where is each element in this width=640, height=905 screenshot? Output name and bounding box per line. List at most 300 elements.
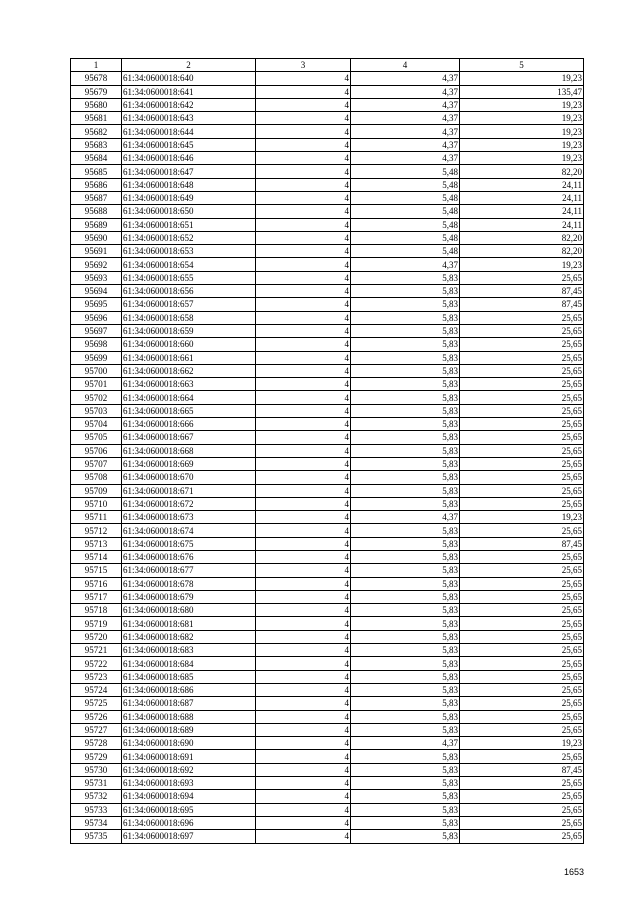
col5-cell: 25,65 xyxy=(460,777,584,790)
cadastral-number-cell: 61:34:0600018:696 xyxy=(122,816,256,829)
col3-cell: 4 xyxy=(256,85,351,98)
cadastral-number-cell: 61:34:0600018:685 xyxy=(122,670,256,683)
col4-cell: 4,37 xyxy=(351,125,460,138)
col3-cell: 4 xyxy=(256,537,351,550)
row-number-cell: 95710 xyxy=(71,497,122,510)
col3-cell: 4 xyxy=(256,418,351,431)
column-header-4: 4 xyxy=(351,59,460,72)
cadastral-number-cell: 61:34:0600018:640 xyxy=(122,72,256,85)
cadastral-number-cell: 61:34:0600018:681 xyxy=(122,617,256,630)
col5-cell: 25,65 xyxy=(460,697,584,710)
table-row xyxy=(71,285,584,298)
table-row xyxy=(71,391,584,404)
col5-cell: 25,65 xyxy=(460,657,584,670)
col5-cell: 87,45 xyxy=(460,537,584,550)
col3-cell: 4 xyxy=(256,378,351,391)
row-number-cell: 95694 xyxy=(71,285,122,298)
col3-cell: 4 xyxy=(256,112,351,125)
cadastral-number-cell: 61:34:0600018:665 xyxy=(122,404,256,417)
table-row xyxy=(71,697,584,710)
col5-cell: 25,65 xyxy=(460,364,584,377)
table-row xyxy=(71,218,584,231)
col4-cell: 5,48 xyxy=(351,245,460,258)
col5-cell: 25,65 xyxy=(460,630,584,643)
col4-cell: 5,83 xyxy=(351,271,460,284)
col3-cell: 4 xyxy=(256,524,351,537)
col3-cell: 4 xyxy=(256,431,351,444)
col5-cell: 25,65 xyxy=(460,378,584,391)
cadastral-number-cell: 61:34:0600018:656 xyxy=(122,285,256,298)
cadastral-number-cell: 61:34:0600018:643 xyxy=(122,112,256,125)
table-row xyxy=(71,511,584,524)
col4-cell: 5,83 xyxy=(351,697,460,710)
row-number-cell: 95732 xyxy=(71,790,122,803)
col4-cell: 4,37 xyxy=(351,138,460,151)
col4-cell: 5,83 xyxy=(351,790,460,803)
col4-cell: 5,83 xyxy=(351,418,460,431)
row-number-cell: 95702 xyxy=(71,391,122,404)
col4-cell: 5,83 xyxy=(351,484,460,497)
cadastral-number-cell: 61:34:0600018:683 xyxy=(122,644,256,657)
col5-cell: 24,11 xyxy=(460,205,584,218)
row-number-cell: 95716 xyxy=(71,577,122,590)
col3-cell: 4 xyxy=(256,98,351,111)
row-number-cell: 95728 xyxy=(71,737,122,750)
col4-cell: 5,83 xyxy=(351,537,460,550)
col3-cell: 4 xyxy=(256,604,351,617)
col4-cell: 5,83 xyxy=(351,644,460,657)
row-number-cell: 95695 xyxy=(71,298,122,311)
col4-cell: 5,83 xyxy=(351,524,460,537)
row-number-cell: 95683 xyxy=(71,138,122,151)
table-row xyxy=(71,790,584,803)
cadastral-number-cell: 61:34:0600018:675 xyxy=(122,537,256,550)
col5-cell: 25,65 xyxy=(460,590,584,603)
col4-cell: 4,37 xyxy=(351,112,460,125)
table-row xyxy=(71,364,584,377)
cadastral-number-cell: 61:34:0600018:671 xyxy=(122,484,256,497)
cadastral-number-cell: 61:34:0600018:670 xyxy=(122,471,256,484)
row-number-cell: 95703 xyxy=(71,404,122,417)
col5-cell: 82,20 xyxy=(460,231,584,244)
cadastral-number-cell: 61:34:0600018:646 xyxy=(122,152,256,165)
col3-cell: 4 xyxy=(256,444,351,457)
col4-cell: 5,83 xyxy=(351,670,460,683)
cadastral-number-cell: 61:34:0600018:695 xyxy=(122,803,256,816)
col5-cell: 19,23 xyxy=(460,152,584,165)
col5-cell: 82,20 xyxy=(460,245,584,258)
cadastral-number-cell: 61:34:0600018:650 xyxy=(122,205,256,218)
row-number-cell: 95720 xyxy=(71,630,122,643)
cadastral-number-cell: 61:34:0600018:682 xyxy=(122,630,256,643)
table-row xyxy=(71,550,584,563)
column-header-1: 1 xyxy=(71,59,122,72)
row-number-cell: 95722 xyxy=(71,657,122,670)
col5-cell: 25,65 xyxy=(460,550,584,563)
table-row xyxy=(71,537,584,550)
col5-cell: 25,65 xyxy=(460,577,584,590)
cadastral-number-cell: 61:34:0600018:658 xyxy=(122,311,256,324)
col3-cell: 4 xyxy=(256,298,351,311)
table-row xyxy=(71,683,584,696)
col5-cell: 25,65 xyxy=(460,604,584,617)
cadastral-number-cell: 61:34:0600018:663 xyxy=(122,378,256,391)
col5-cell: 25,65 xyxy=(460,644,584,657)
col3-cell: 4 xyxy=(256,657,351,670)
table-row xyxy=(71,311,584,324)
row-number-cell: 95697 xyxy=(71,324,122,337)
table-row xyxy=(71,763,584,776)
col4-cell: 5,48 xyxy=(351,178,460,191)
col3-cell: 4 xyxy=(256,471,351,484)
table-row xyxy=(71,444,584,457)
table-row xyxy=(71,816,584,829)
cadastral-number-cell: 61:34:0600018:669 xyxy=(122,457,256,470)
col5-cell: 25,65 xyxy=(460,418,584,431)
table-row xyxy=(71,231,584,244)
col4-cell: 4,37 xyxy=(351,72,460,85)
col5-cell: 25,65 xyxy=(460,457,584,470)
col5-cell: 25,65 xyxy=(460,271,584,284)
col3-cell: 4 xyxy=(256,777,351,790)
row-number-cell: 95688 xyxy=(71,205,122,218)
col3-cell: 4 xyxy=(256,564,351,577)
col4-cell: 5,83 xyxy=(351,550,460,563)
cadastral-number-cell: 61:34:0600018:672 xyxy=(122,497,256,510)
row-number-cell: 95680 xyxy=(71,98,122,111)
col5-cell: 87,45 xyxy=(460,285,584,298)
table-row xyxy=(71,258,584,271)
row-number-cell: 95714 xyxy=(71,550,122,563)
cadastral-number-cell: 61:34:0600018:647 xyxy=(122,165,256,178)
row-number-cell: 95681 xyxy=(71,112,122,125)
row-number-cell: 95712 xyxy=(71,524,122,537)
cadastral-number-cell: 61:34:0600018:659 xyxy=(122,324,256,337)
row-number-cell: 95717 xyxy=(71,590,122,603)
table-row xyxy=(71,524,584,537)
col4-cell: 5,48 xyxy=(351,231,460,244)
row-number-cell: 95708 xyxy=(71,471,122,484)
row-number-cell: 95704 xyxy=(71,418,122,431)
col3-cell: 4 xyxy=(256,324,351,337)
col5-cell: 19,23 xyxy=(460,72,584,85)
col3-cell: 4 xyxy=(256,258,351,271)
table-row xyxy=(71,85,584,98)
row-number-cell: 95707 xyxy=(71,457,122,470)
col4-cell: 4,37 xyxy=(351,85,460,98)
table-row xyxy=(71,138,584,151)
col4-cell: 5,83 xyxy=(351,311,460,324)
col3-cell: 4 xyxy=(256,338,351,351)
col4-cell: 5,83 xyxy=(351,457,460,470)
table-row xyxy=(71,657,584,670)
table-row xyxy=(71,205,584,218)
col5-cell: 25,65 xyxy=(460,524,584,537)
row-number-cell: 95721 xyxy=(71,644,122,657)
col5-cell: 25,65 xyxy=(460,750,584,763)
table-row xyxy=(71,191,584,204)
col5-cell: 25,65 xyxy=(460,431,584,444)
col5-cell: 25,65 xyxy=(460,444,584,457)
col5-cell: 25,65 xyxy=(460,497,584,510)
cadastral-number-cell: 61:34:0600018:689 xyxy=(122,723,256,736)
col5-cell: 25,65 xyxy=(460,790,584,803)
cadastral-number-cell: 61:34:0600018:691 xyxy=(122,750,256,763)
col3-cell: 4 xyxy=(256,683,351,696)
row-number-cell: 95678 xyxy=(71,72,122,85)
col4-cell: 5,83 xyxy=(351,298,460,311)
table-row xyxy=(71,165,584,178)
cadastral-number-cell: 61:34:0600018:687 xyxy=(122,697,256,710)
cadastral-number-cell: 61:34:0600018:679 xyxy=(122,590,256,603)
col4-cell: 5,48 xyxy=(351,218,460,231)
table-row xyxy=(71,590,584,603)
col3-cell: 4 xyxy=(256,577,351,590)
cadastral-number-cell: 61:34:0600018:677 xyxy=(122,564,256,577)
col4-cell: 5,83 xyxy=(351,630,460,643)
col3-cell: 4 xyxy=(256,457,351,470)
cadastral-number-cell: 61:34:0600018:644 xyxy=(122,125,256,138)
col3-cell: 4 xyxy=(256,191,351,204)
cadastral-number-cell: 61:34:0600018:651 xyxy=(122,218,256,231)
table-row xyxy=(71,564,584,577)
cadastral-number-cell: 61:34:0600018:667 xyxy=(122,431,256,444)
col5-cell: 25,65 xyxy=(460,723,584,736)
row-number-cell: 95679 xyxy=(71,85,122,98)
col3-cell: 4 xyxy=(256,590,351,603)
col3-cell: 4 xyxy=(256,617,351,630)
col4-cell: 5,83 xyxy=(351,803,460,816)
col4-cell: 4,37 xyxy=(351,511,460,524)
row-number-cell: 95691 xyxy=(71,245,122,258)
col3-cell: 4 xyxy=(256,644,351,657)
row-number-cell: 95715 xyxy=(71,564,122,577)
col4-cell: 5,83 xyxy=(351,590,460,603)
col4-cell: 5,83 xyxy=(351,777,460,790)
column-header-2: 2 xyxy=(122,59,256,72)
col4-cell: 5,83 xyxy=(351,750,460,763)
col4-cell: 5,83 xyxy=(351,431,460,444)
cadastral-number-cell: 61:34:0600018:666 xyxy=(122,418,256,431)
col4-cell: 5,83 xyxy=(351,617,460,630)
col4-cell: 5,83 xyxy=(351,577,460,590)
cadastral-number-cell: 61:34:0600018:690 xyxy=(122,737,256,750)
row-number-cell: 95731 xyxy=(71,777,122,790)
col3-cell: 4 xyxy=(256,723,351,736)
cadastral-number-cell: 61:34:0600018:673 xyxy=(122,511,256,524)
col5-cell: 19,23 xyxy=(460,511,584,524)
col3-cell: 4 xyxy=(256,404,351,417)
col3-cell: 4 xyxy=(256,697,351,710)
cadastral-number-cell: 61:34:0600018:652 xyxy=(122,231,256,244)
table-row xyxy=(71,710,584,723)
cadastral-number-cell: 61:34:0600018:660 xyxy=(122,338,256,351)
cadastral-number-cell: 61:34:0600018:680 xyxy=(122,604,256,617)
row-number-cell: 95693 xyxy=(71,271,122,284)
col5-cell: 25,65 xyxy=(460,830,584,843)
row-number-cell: 95686 xyxy=(71,178,122,191)
row-number-cell: 95734 xyxy=(71,816,122,829)
col5-cell: 19,23 xyxy=(460,138,584,151)
col4-cell: 5,83 xyxy=(351,444,460,457)
row-number-cell: 95724 xyxy=(71,683,122,696)
table-row xyxy=(71,298,584,311)
table-row xyxy=(71,112,584,125)
col3-cell: 4 xyxy=(256,630,351,643)
table-row xyxy=(71,670,584,683)
cadastral-number-cell: 61:34:0600018:642 xyxy=(122,98,256,111)
col5-cell: 25,65 xyxy=(460,617,584,630)
col5-cell: 19,23 xyxy=(460,98,584,111)
row-number-cell: 95685 xyxy=(71,165,122,178)
col5-cell: 25,65 xyxy=(460,564,584,577)
table-row xyxy=(71,125,584,138)
table-row xyxy=(71,577,584,590)
col4-cell: 5,83 xyxy=(351,338,460,351)
col5-cell: 25,65 xyxy=(460,471,584,484)
col3-cell: 4 xyxy=(256,138,351,151)
col3-cell: 4 xyxy=(256,790,351,803)
table-row xyxy=(71,484,584,497)
table-row xyxy=(71,271,584,284)
col3-cell: 4 xyxy=(256,391,351,404)
table-row xyxy=(71,351,584,364)
col3-cell: 4 xyxy=(256,803,351,816)
table-row xyxy=(71,418,584,431)
col4-cell: 5,83 xyxy=(351,351,460,364)
col3-cell: 4 xyxy=(256,484,351,497)
col5-cell: 24,11 xyxy=(460,191,584,204)
table-row xyxy=(71,604,584,617)
table-row xyxy=(71,830,584,843)
row-number-cell: 95696 xyxy=(71,311,122,324)
table-row xyxy=(71,803,584,816)
table-row xyxy=(71,471,584,484)
row-number-cell: 95689 xyxy=(71,218,122,231)
col4-cell: 5,83 xyxy=(351,564,460,577)
row-number-cell: 95733 xyxy=(71,803,122,816)
col5-cell: 87,45 xyxy=(460,763,584,776)
row-number-cell: 95684 xyxy=(71,152,122,165)
col5-cell: 25,65 xyxy=(460,338,584,351)
table-row xyxy=(71,737,584,750)
row-number-cell: 95687 xyxy=(71,191,122,204)
col3-cell: 4 xyxy=(256,550,351,563)
col5-cell: 82,20 xyxy=(460,165,584,178)
col4-cell: 5,83 xyxy=(351,497,460,510)
col3-cell: 4 xyxy=(256,763,351,776)
cadastral-number-cell: 61:34:0600018:664 xyxy=(122,391,256,404)
col4-cell: 5,83 xyxy=(351,723,460,736)
table-row xyxy=(71,98,584,111)
column-header-3: 3 xyxy=(256,59,351,72)
col3-cell: 4 xyxy=(256,710,351,723)
cadastral-number-cell: 61:34:0600018:655 xyxy=(122,271,256,284)
row-number-cell: 95699 xyxy=(71,351,122,364)
cadastral-number-cell: 61:34:0600018:688 xyxy=(122,710,256,723)
col4-cell: 5,83 xyxy=(351,683,460,696)
col5-cell: 25,65 xyxy=(460,803,584,816)
col4-cell: 4,37 xyxy=(351,152,460,165)
row-number-cell: 95725 xyxy=(71,697,122,710)
col5-cell: 25,65 xyxy=(460,311,584,324)
col4-cell: 5,83 xyxy=(351,471,460,484)
col3-cell: 4 xyxy=(256,364,351,377)
table-row xyxy=(71,644,584,657)
col5-cell: 19,23 xyxy=(460,737,584,750)
table-row xyxy=(71,152,584,165)
cadastral-number-cell: 61:34:0600018:653 xyxy=(122,245,256,258)
row-number-cell: 95729 xyxy=(71,750,122,763)
cadastral-number-cell: 61:34:0600018:678 xyxy=(122,577,256,590)
col4-cell: 5,83 xyxy=(351,816,460,829)
col4-cell: 4,37 xyxy=(351,737,460,750)
table-row xyxy=(71,378,584,391)
table-body xyxy=(71,72,584,843)
cadastral-number-cell: 61:34:0600018:676 xyxy=(122,550,256,563)
col4-cell: 5,83 xyxy=(351,391,460,404)
row-number-cell: 95719 xyxy=(71,617,122,630)
cadastral-number-cell: 61:34:0600018:645 xyxy=(122,138,256,151)
row-number-cell: 95730 xyxy=(71,763,122,776)
col4-cell: 5,83 xyxy=(351,763,460,776)
row-number-cell: 95713 xyxy=(71,537,122,550)
cadastral-number-cell: 61:34:0600018:684 xyxy=(122,657,256,670)
col4-cell: 5,83 xyxy=(351,604,460,617)
col5-cell: 25,65 xyxy=(460,404,584,417)
col3-cell: 4 xyxy=(256,285,351,298)
col5-cell: 25,65 xyxy=(460,683,584,696)
cadastral-number-cell: 61:34:0600018:697 xyxy=(122,830,256,843)
col4-cell: 5,83 xyxy=(351,404,460,417)
row-number-cell: 95706 xyxy=(71,444,122,457)
cadastral-number-cell: 61:34:0600018:654 xyxy=(122,258,256,271)
row-number-cell: 95700 xyxy=(71,364,122,377)
cadastral-number-cell: 61:34:0600018:686 xyxy=(122,683,256,696)
col3-cell: 4 xyxy=(256,72,351,85)
cadastral-number-cell: 61:34:0600018:694 xyxy=(122,790,256,803)
row-number-cell: 95701 xyxy=(71,378,122,391)
row-number-cell: 95723 xyxy=(71,670,122,683)
table-row xyxy=(71,497,584,510)
col3-cell: 4 xyxy=(256,497,351,510)
table-row xyxy=(71,630,584,643)
table-row xyxy=(71,324,584,337)
cadastral-number-cell: 61:34:0600018:674 xyxy=(122,524,256,537)
col3-cell: 4 xyxy=(256,205,351,218)
table-row xyxy=(71,72,584,85)
col4-cell: 5,83 xyxy=(351,285,460,298)
col5-cell: 25,65 xyxy=(460,324,584,337)
table-row xyxy=(71,723,584,736)
col3-cell: 4 xyxy=(256,511,351,524)
row-number-cell: 95711 xyxy=(71,511,122,524)
row-number-cell: 95698 xyxy=(71,338,122,351)
col5-cell: 135,47 xyxy=(460,85,584,98)
col3-cell: 4 xyxy=(256,750,351,763)
cadastral-number-cell: 61:34:0600018:692 xyxy=(122,763,256,776)
table-row xyxy=(71,245,584,258)
col4-cell: 5,83 xyxy=(351,364,460,377)
col5-cell: 19,23 xyxy=(460,258,584,271)
col4-cell: 5,83 xyxy=(351,657,460,670)
col3-cell: 4 xyxy=(256,830,351,843)
cadastral-number-cell: 61:34:0600018:641 xyxy=(122,85,256,98)
cadastral-number-cell: 61:34:0600018:668 xyxy=(122,444,256,457)
col5-cell: 24,11 xyxy=(460,218,584,231)
cadastral-number-cell: 61:34:0600018:649 xyxy=(122,191,256,204)
table-row xyxy=(71,178,584,191)
